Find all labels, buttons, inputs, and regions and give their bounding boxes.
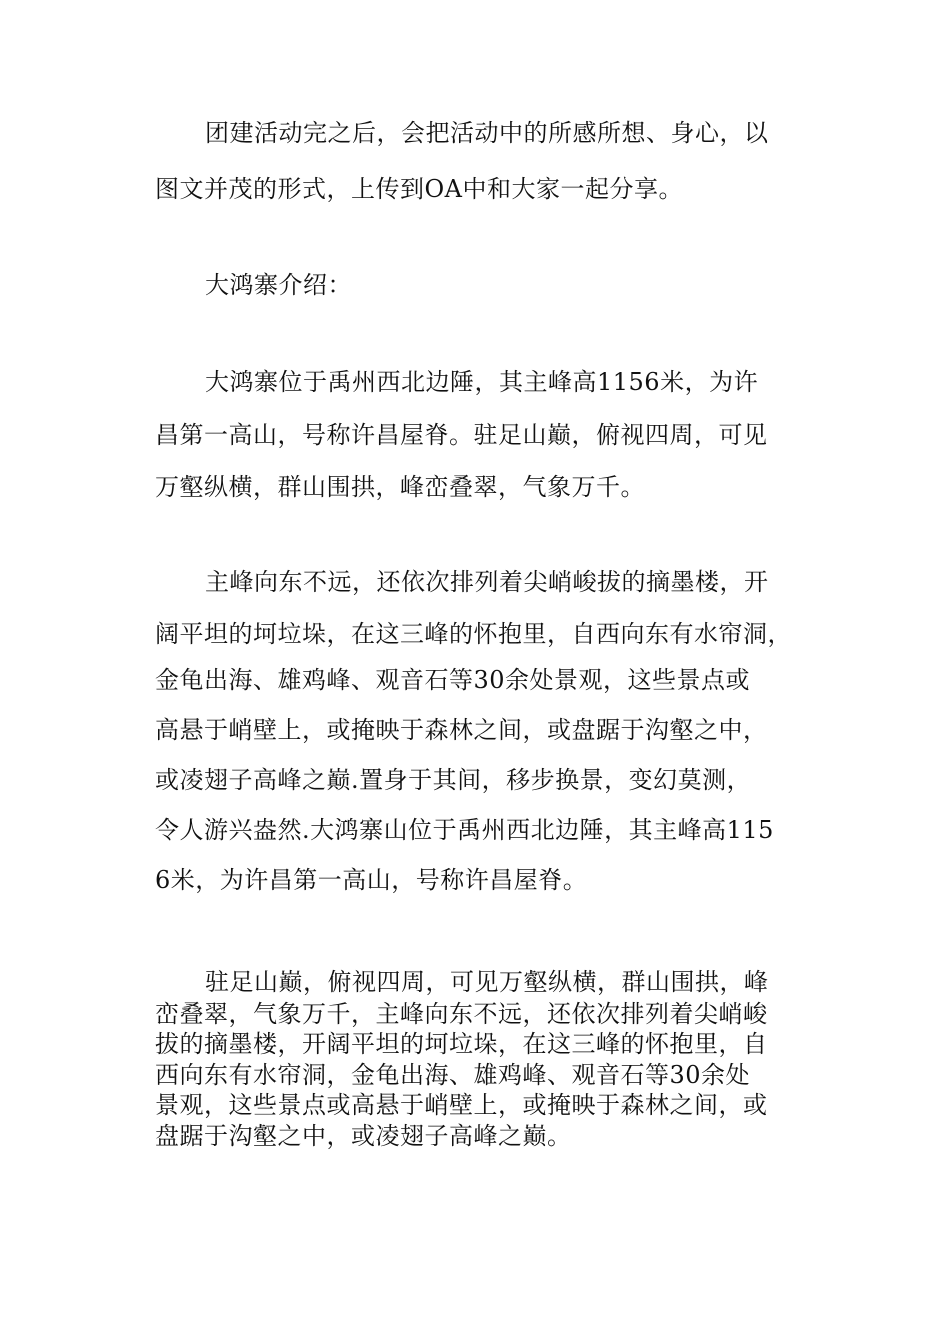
paragraph-line: 阔平坦的坷垃垛，在这三峰的怀抱里，自西向东有水帘洞， [155,620,792,648]
paragraph-line: 万壑纵横，群山围拱，峰峦叠翠，气象万千。 [155,473,645,501]
paragraph-line: 景观，这些景点或高悬于峭壁上，或掩映于森林之间，或 [155,1091,768,1119]
paragraph-line: 高悬于峭壁上，或掩映于森林之间，或盘踞于沟壑之中， [155,716,768,744]
paragraph-line: 盘踞于沟壑之中，或凌翅子高峰之巅。 [155,1122,572,1150]
paragraph-line: 令人游兴盎然.大鸿寨山位于禹州西北边陲，其主峰高115 [155,816,774,844]
paragraph-line: 主峰向东不远，还依次排列着尖峭峻拔的摘墨楼，开 [205,568,769,596]
paragraph-line: 昌第一高山，号称许昌屋脊。驻足山巅，俯视四周，可见 [155,421,768,449]
section-heading: 大鸿寨介绍： [205,271,352,299]
paragraph-line: 驻足山巅，俯视四周，可见万壑纵横，群山围拱，峰 [205,968,769,996]
paragraph-line: 图文并茂的形式，上传到OA中和大家一起分享。 [155,175,684,203]
paragraph-line: 或凌翅子高峰之巅.置身于其间，移步换景，变幻莫测， [155,766,752,794]
paragraph-line: 大鸿寨位于禹州西北边陲，其主峰高1156米，为许 [205,368,759,396]
paragraph-line: 西向东有水帘洞，金龟出海、雄鸡峰、观音石等30余处 [155,1061,751,1089]
paragraph-line: 拔的摘墨楼，开阔平坦的坷垃垛，在这三峰的怀抱里，自 [155,1030,768,1058]
paragraph-line: 6米，为许昌第一高山，号称许昌屋脊。 [155,866,588,894]
paragraph-line: 峦叠翠，气象万千，主峰向东不远，还依次排列着尖峭峻 [155,1000,768,1028]
paragraph-line: 团建活动完之后，会把活动中的所感所想、身心，以 [205,119,769,147]
paragraph-line: 金龟出海、雄鸡峰、观音石等30余处景观，这些景点或 [155,666,751,694]
